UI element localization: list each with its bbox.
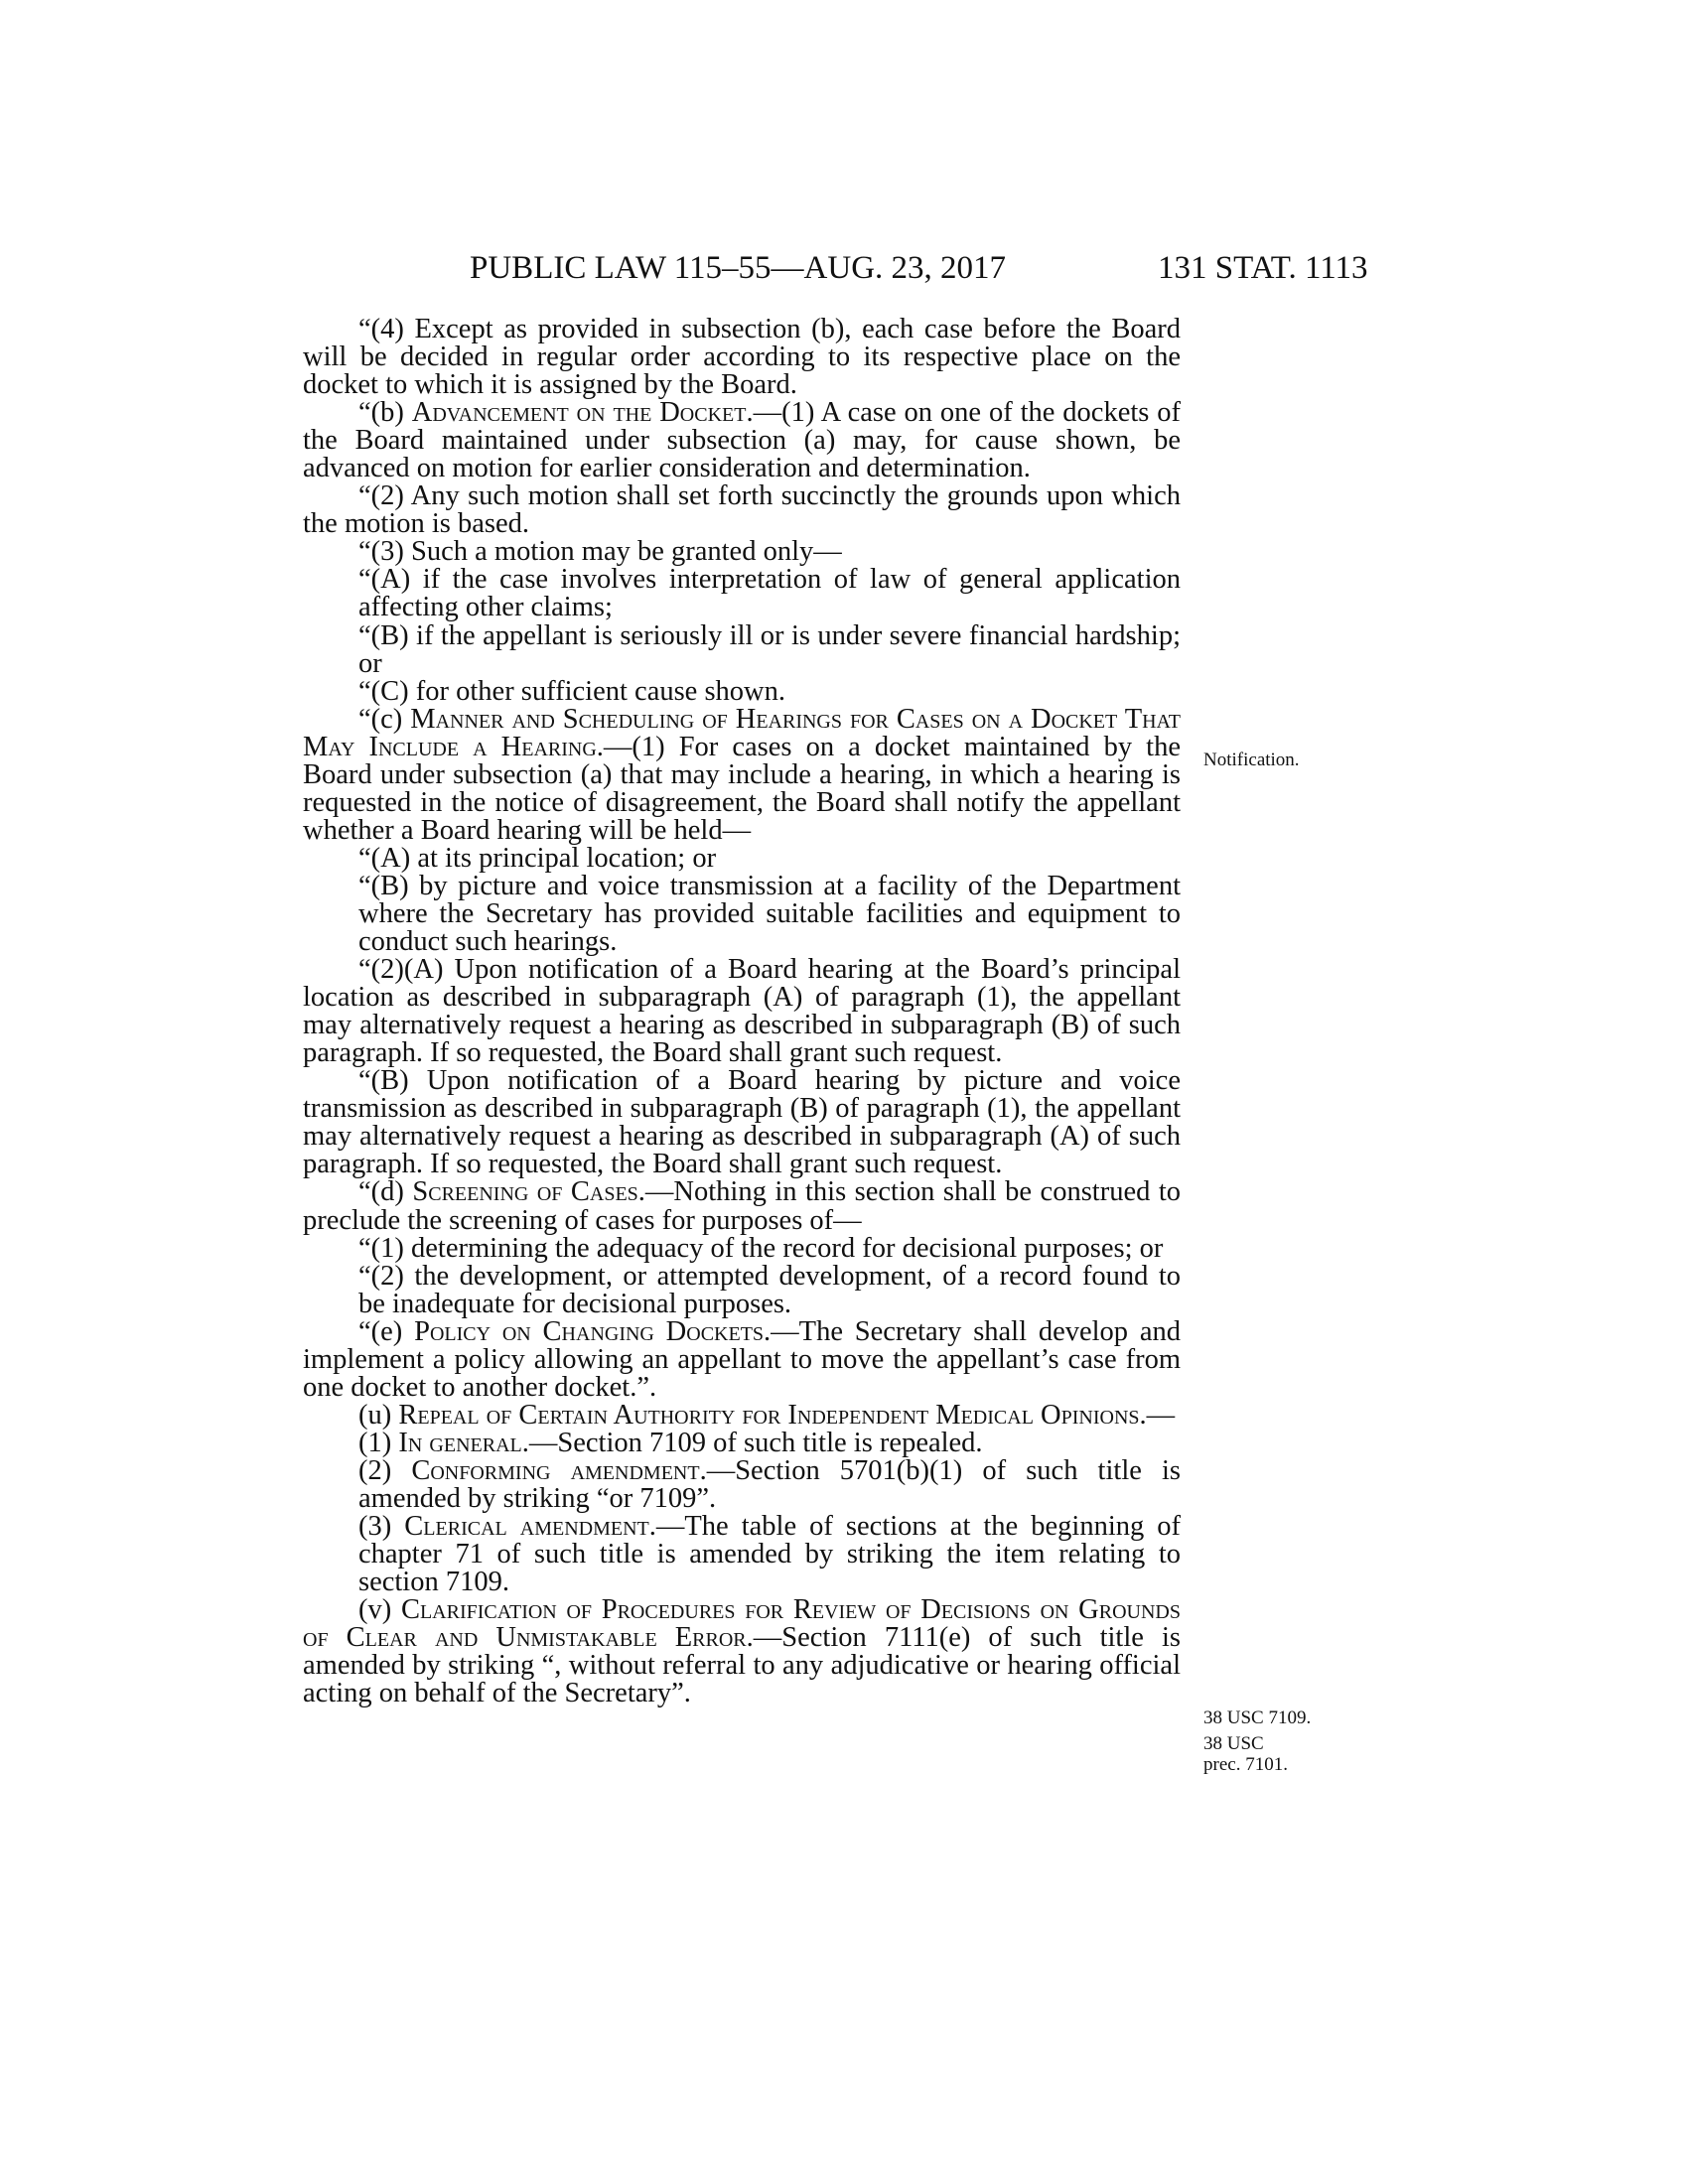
- paragraph-text: “(B) by picture and voice transmission at a facility of the Department where the Secretary has provided suitable facilities and equipment to conduct such hearings.: [358, 870, 1181, 958]
- subparagraph: [303, 1454, 1182, 1514]
- section-paragraph: [303, 956, 1181, 1067]
- margin-note-usc-citation: [1203, 1707, 1362, 1728]
- paragraph-text: .—Nothing in this section shall be construed to preclude the screening of cases for purposes of—: [303, 1176, 1182, 1236]
- paragraph-text: “(c): [358, 703, 411, 735]
- subparagraph: [303, 842, 1181, 874]
- margin-note-line: Notification.: [1203, 750, 1300, 770]
- section-paragraph: [303, 1178, 1181, 1234]
- paragraph-text: .—: [1139, 1399, 1176, 1431]
- paragraph-text: “(e): [358, 1315, 415, 1347]
- paragraph-text: “(b): [358, 397, 412, 429]
- section-heading: Clarification of Procedures for Review of Decisions on Grounds of Clear and Unmistakable Error: [303, 1594, 1181, 1654]
- paragraph-text: “(B) if the appellant is seriously ill or is under severe financial hardship; or: [358, 619, 1181, 679]
- margin-note-line: prec. 7101.: [1203, 1754, 1288, 1775]
- paragraph-text: “(2) Any such motion shall set forth succinctly the grounds upon which the motion is based.: [303, 480, 1181, 540]
- paragraph-text: .—The Secretary shall develop and implement a policy allowing an appellant to move the appellant’s case from one docket to another docket.”.: [303, 1315, 1181, 1403]
- subparagraph: [303, 1427, 1181, 1458]
- paragraph-text: “(1) determining the adequacy of the record for decisional purposes; or: [358, 1232, 1164, 1264]
- paragraph-text: “(A) if the case involves interpretation of law of general application affecting other claims;: [358, 564, 1181, 623]
- paragraph-text: (3): [358, 1511, 405, 1543]
- subparagraph: [303, 1260, 1181, 1319]
- section-paragraph: [303, 1399, 1181, 1431]
- running-header-page-number: 131 STAT. 1113: [1158, 250, 1368, 286]
- section-paragraph: [303, 482, 1181, 538]
- paragraph-text: “(2) the development, or attempted development, of a record found to be inadequate for decisional purposes.: [358, 1260, 1181, 1319]
- paragraph-text: .—The table of sections at the beginning of chapter 71 of such title is amended by striking the item relating to section 7109.: [358, 1511, 1182, 1598]
- paragraph-text: .—Section 7111(e) of such title is amended by striking “, without referral to any adjudicative or hearing official acting on behalf of the Secretary”.: [303, 1622, 1181, 1709]
- paragraph-text: “(4) Except as provided in subsection (b), each case before the Board will be decided in regular order according to its respective place on the docket to which it is assigned by the Board.: [303, 314, 1181, 401]
- section-heading: Conforming amendment: [411, 1454, 700, 1486]
- section-heading: Clerical amendment: [404, 1511, 649, 1543]
- paragraph-text: (1): [358, 1427, 399, 1458]
- subparagraph: [303, 1232, 1181, 1264]
- margin-note-notification: [1203, 750, 1362, 770]
- paragraph-text: “(d): [358, 1176, 413, 1208]
- paragraph-text: “(3) Such a motion may be granted only—: [358, 536, 842, 568]
- paragraph-text: “(A) at its principal location; or: [358, 842, 717, 874]
- paragraph-text: “(2)(A) Upon notification of a Board hearing at the Board’s principal location as described in subparagraph (A) of paragraph (1), the appellant may alternatively request a hearing as described in subparagraph (B) of such paragraph. If so requested, the Board shall grant such request.: [303, 954, 1181, 1069]
- margin-note-line: 38 USC: [1203, 1733, 1264, 1754]
- paragraph-text: .—(1) For cases on a docket maintained by the Board under subsection (a) that may include a hearing, in which a hearing is requested in the notice of disagreement, the Board shall notify the appellant whether a Board hearing will be held—: [303, 731, 1181, 846]
- subparagraph: [303, 566, 1181, 621]
- paragraph-text: (2): [358, 1454, 412, 1486]
- paragraph-text: “(C) for other sufficient cause shown.: [358, 675, 786, 707]
- section-heading: Screening of Cases: [412, 1176, 638, 1208]
- section-paragraph: [303, 1067, 1181, 1178]
- section-heading: Manner and Scheduling of Hearings for Cases on a Docket That May Include a Hearing: [303, 703, 1181, 762]
- section-paragraph: [303, 399, 1181, 482]
- paragraph-text: (v): [358, 1594, 401, 1626]
- section-paragraph: [303, 1596, 1181, 1707]
- section-paragraph: [303, 703, 1181, 846]
- paragraph-text: .—(1) A case on one of the dockets of the Board maintained under subsection (a) may, for cause shown, be advanced on motion for earlier consideration and determination.: [303, 397, 1182, 484]
- paragraph-text: .—Section 7109 of such title is repealed.: [521, 1427, 983, 1458]
- section-heading: Advancement on the Docket: [411, 397, 747, 429]
- subparagraph: [303, 1513, 1181, 1596]
- paragraph-text: “(B) Upon notification of a Board hearing by picture and voice transmission as described in subparagraph (B) of paragraph (1), the appellant may alternatively request a hearing as described in subparagraph (A) of such paragraph. If so requested, the Board shall grant such request.: [303, 1065, 1181, 1180]
- subparagraph: [303, 675, 1181, 707]
- section-heading: In general: [398, 1427, 522, 1458]
- section-paragraph: [303, 316, 1181, 399]
- paragraph-text: (u): [358, 1399, 399, 1431]
- margin-note-line: 38 USC 7109.: [1203, 1707, 1312, 1728]
- statute-body-text: [303, 316, 1181, 1707]
- subparagraph: [303, 870, 1181, 958]
- paragraph-text: .—Section 5701(b)(1) of such title is amended by striking “or 7109”.: [358, 1454, 1182, 1514]
- section-heading: Policy on Changing Dockets: [414, 1315, 765, 1347]
- running-header-title: PUBLIC LAW 115–55—AUG. 23, 2017: [470, 250, 1007, 286]
- subparagraph: [303, 619, 1181, 679]
- margin-note-usc-prec-citation: [1203, 1733, 1362, 1775]
- section-heading: Repeal of Certain Authority for Independent Medical Opinions: [398, 1399, 1140, 1431]
- section-paragraph: [303, 1315, 1181, 1403]
- section-paragraph: [303, 538, 1181, 566]
